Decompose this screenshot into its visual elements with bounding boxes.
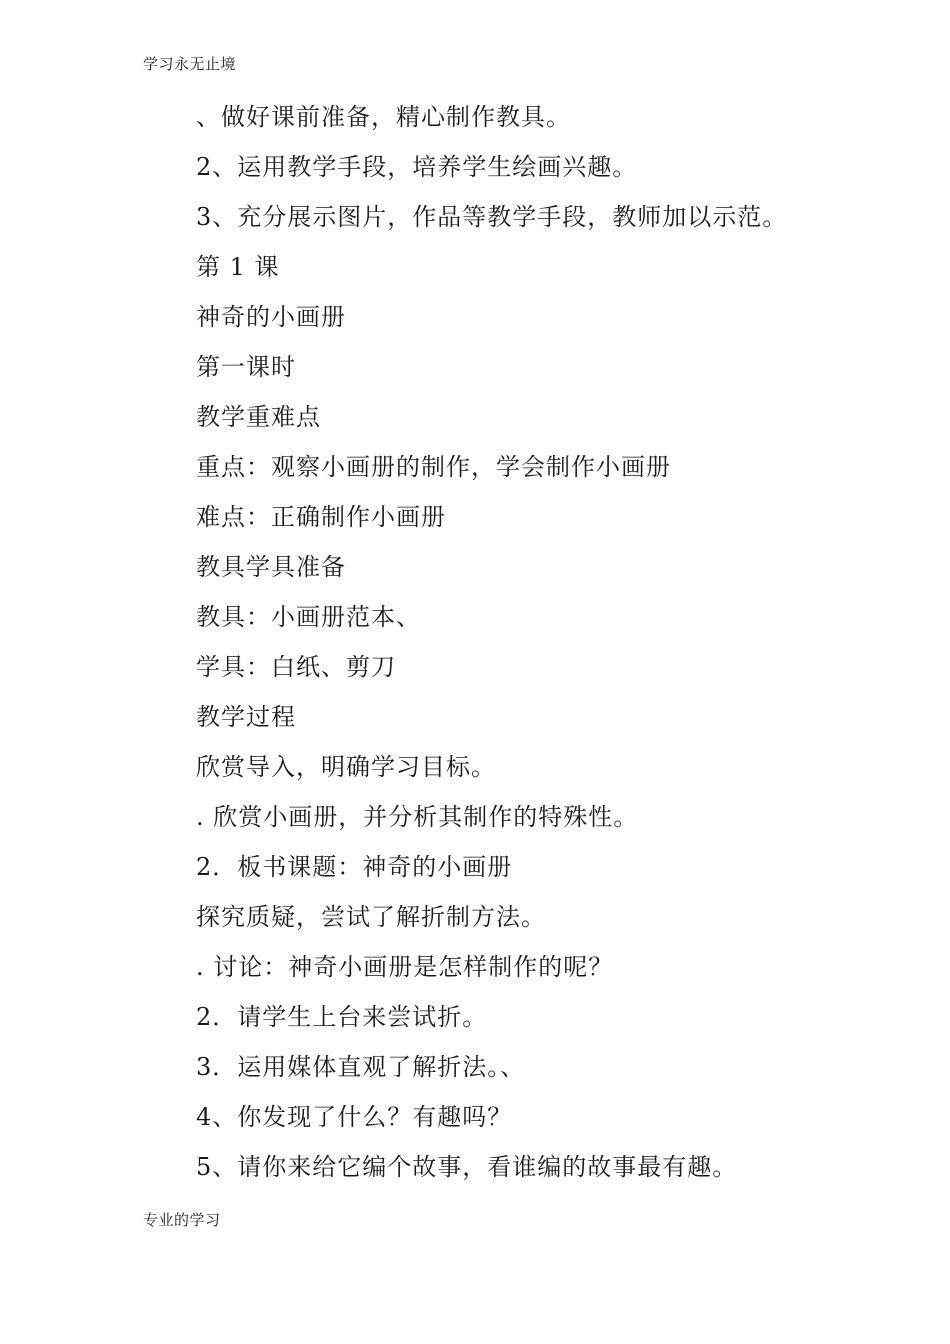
text-line: 4、你发现了什么？有趣吗？ [196, 1103, 513, 1131]
text-line: . 讨论：神奇小画册是怎样制作的呢？ [196, 953, 614, 981]
text-line: 、做好课前准备，精心制作教具。 [196, 103, 571, 131]
text-line: 难点：正确制作小画册 [196, 503, 446, 531]
page-footer: 专业的学习 [143, 1211, 221, 1229]
text-line: 5、请你来给它编个故事，看谁编的故事最有趣。 [196, 1153, 738, 1181]
lesson-number: 第 1 课 [196, 253, 280, 281]
text-line: 2．板书课题：神奇的小画册 [196, 853, 513, 881]
section-heading: 教学重难点 [196, 403, 321, 431]
section-heading: 教具学具准备 [196, 553, 346, 581]
text-line: 探究质疑，尝试了解折制方法。 [196, 903, 546, 931]
text-line: 学具：白纸、剪刀 [196, 653, 396, 681]
text-line: 欣赏导入，明确学习目标。 [196, 753, 496, 781]
class-period: 第一课时 [196, 353, 296, 381]
text-line: 教具：小画册范本、 [196, 603, 421, 631]
section-heading: 教学过程 [196, 703, 296, 731]
page-header: 学习永无止境 [143, 55, 237, 73]
text-line: 2、运用教学手段，培养学生绘画兴趣。 [196, 153, 638, 181]
text-line: 3．运用媒体直观了解折法。、 [196, 1053, 526, 1081]
lesson-title: 神奇的小画册 [196, 303, 346, 331]
text-line: . 欣赏小画册，并分析其制作的特殊性。 [196, 803, 639, 831]
text-line: 3、充分展示图片，作品等教学手段，教师加以示范。 [196, 203, 788, 231]
text-line: 2．请学生上台来尝试折。 [196, 1003, 488, 1031]
text-line: 重点：观察小画册的制作，学会制作小画册 [196, 453, 671, 481]
document-body [196, 97, 836, 1197]
